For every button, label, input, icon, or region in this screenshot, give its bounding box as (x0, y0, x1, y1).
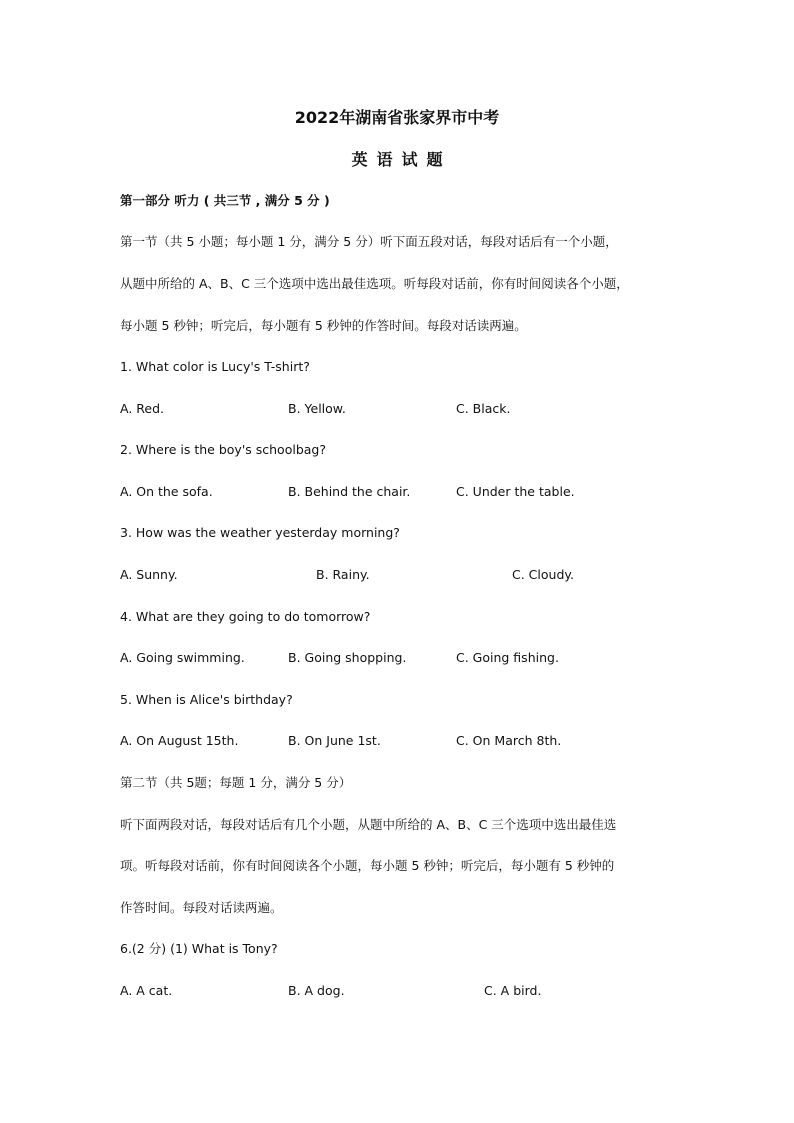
question-5-option-c: C. On March 8th. (456, 733, 562, 748)
exam-title: 2022年湖南省张家界市中考 (294, 108, 500, 127)
question-6-option-a: A. A cat. (120, 983, 173, 998)
question-6: 6.(2 分) (1) What is Tony? (120, 941, 278, 956)
question-5-option-b: B. On June 1st. (288, 733, 381, 748)
section1-intro-line-2: 从题中所给的 A、B、C 三个选项中选出最佳选项。听每段对话前，你有时间阅读各个小题， (120, 276, 629, 291)
question-1: 1. What color is Lucy's T-shirt? (120, 359, 310, 374)
question-3-option-c: C. Cloudy. (512, 567, 574, 582)
question-3-option-b: B. Rainy. (316, 567, 370, 582)
section1-intro-line-3: 每小题 5 秒钟；听完后，每小题有 5 秒钟的作答时间。每段对话读两遍。 (120, 318, 527, 333)
question-4-option-a: A. Going swimming. (120, 650, 245, 665)
question-2-option-b: B. Behind the chair. (288, 484, 411, 499)
question-2-option-c: C. Under the table. (456, 484, 575, 499)
section2-header: 第二节（共 5题；每题 1 分，满分 5 分） (120, 775, 352, 790)
section2-intro-line-1: 听下面两段对话，每段对话后有几个小题，从题中所给的 A、B、C 三个选项中选出最佳选 (120, 817, 617, 832)
question-3: 3. How was the weather yesterday morning? (120, 525, 400, 540)
question-4-option-b: B. Going shopping. (288, 650, 407, 665)
section2-intro-line-3: 作答时间。每段对话读两遍。 (120, 900, 283, 915)
question-6-option-b: B. A dog. (288, 983, 345, 998)
question-1-option-c: C. Black. (456, 401, 511, 416)
question-4: 4. What are they going to do tomorrow? (120, 609, 371, 624)
question-2-option-a: A. On the sofa. (120, 484, 213, 499)
exam-subtitle: 英语试题 (351, 150, 452, 169)
section1-intro-line-1: 第一节（共 5 小题；每小题 1 分，满分 5 分）听下面五段对话，每段对话后有一个小题， (120, 234, 618, 249)
question-4-option-c: C. Going fishing. (456, 650, 559, 665)
question-1-option-a: A. Red. (120, 401, 165, 416)
question-5: 5. When is Alice's birthday? (120, 692, 293, 707)
part1-header: 第一部分 听力 ( 共三节 , 满分 5 分 ) (120, 193, 330, 208)
question-6-option-c: C. A bird. (484, 983, 542, 998)
question-1-option-b: B. Yellow. (288, 401, 346, 416)
question-5-option-a: A. On August 15th. (120, 733, 239, 748)
question-2: 2. Where is the boy's schoolbag? (120, 442, 326, 457)
section2-intro-line-2: 项。听每段对话前，你有时间阅读各个小题，每小题 5 秒钟；听完后，每小题有 5 秒钟的 (120, 858, 615, 873)
question-3-option-a: A. Sunny. (120, 567, 178, 582)
